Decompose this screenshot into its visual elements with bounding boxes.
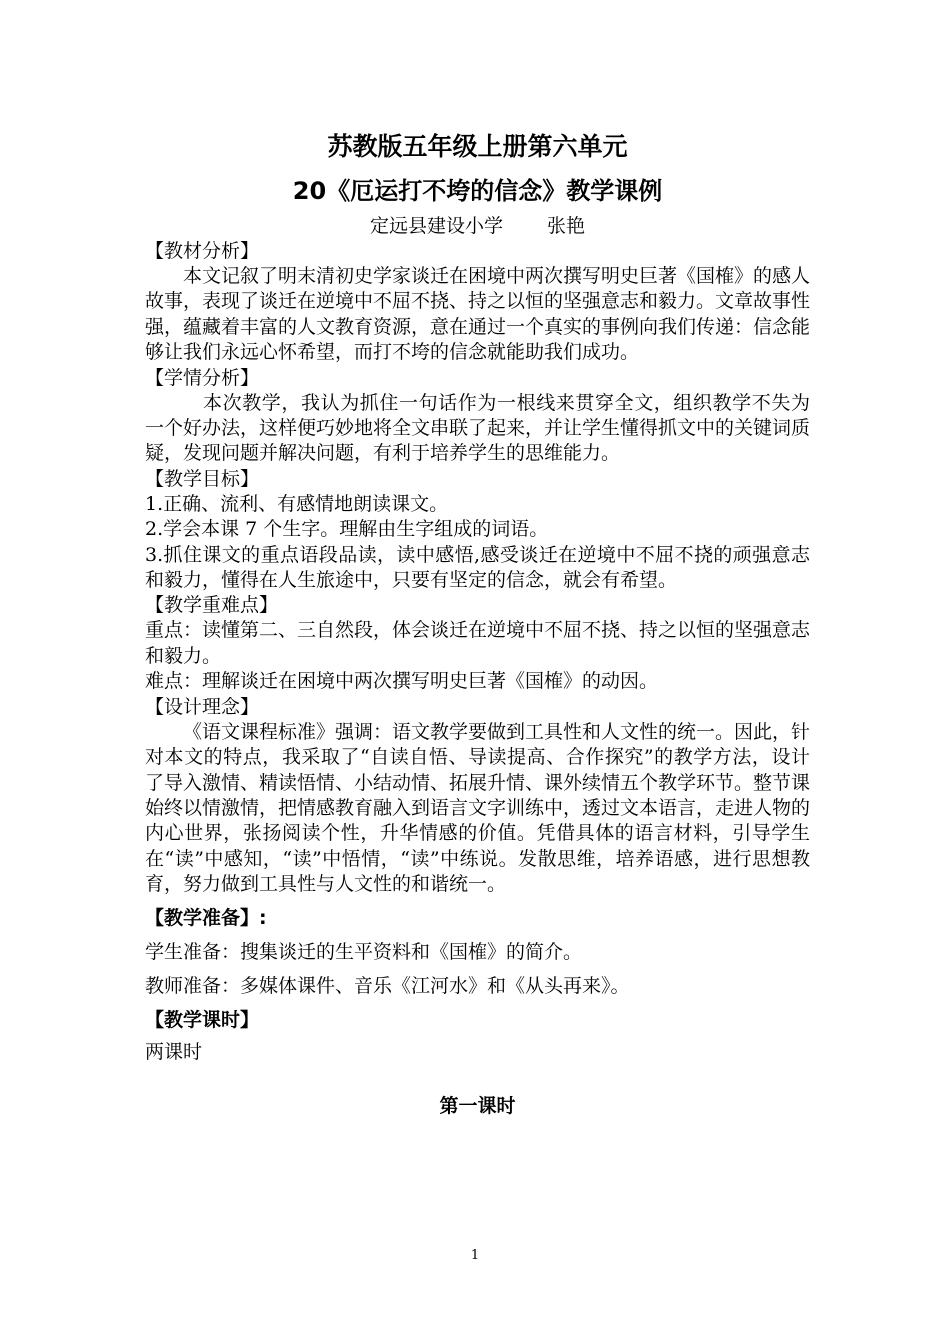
lesson-title: 第一课时: [439, 1094, 516, 1117]
prep-heading: 【教学准备】:: [145, 906, 267, 929]
document-body: [145, 130, 810, 1118]
author-line: [145, 213, 810, 239]
goal-item-1: 1.正确、流利、有感情地朗读课文。: [145, 492, 449, 515]
document-subtitle: 20《厄运打不垮的信念》教学课例: [292, 177, 663, 205]
key-points-heading: 【教学重难点】: [145, 594, 279, 617]
hours-text: 两课时: [145, 1040, 203, 1063]
goals-heading: 【教学目标】: [145, 467, 260, 490]
concept-paragraph: 《语文课程标准》强调：语文教学要做到工具性和人文性的统一。因此，针对本文的特点，我采取了“自读自悟、导读提高、合作探究”的教学方法，设计了导入激情、精读悟情、小结动情、拓展升情、课外续情五个教学环节。整节课始终以情激情，把情感教育融入到语言文字训练中，透过文本语言，走进人物的内心世界，张扬阅读个性，升华情感的价值。凭借具体的语言材料，引导学生在“读”中感知，“读”中悟情，“读”中练说。发散思维，培养语感，进行思想教育，努力做到工具性与人文性的和谐统一。: [145, 720, 811, 896]
school-name: 定远县建设小学: [369, 215, 503, 237]
student-heading: 【学情分析】: [145, 366, 260, 389]
student-paragraph: 本次教学，我认为抓住一句话作为一根线来贯穿全文，组织教学不失为一个好办法，这样便巧妙地将全文串联了起来，并让学生懂得抓文中的关键词质疑，发现问题并解决问题，有利于培养学生的思维能力。: [145, 391, 811, 465]
goal-item-2: 2.学会本课 7 个生字。理解由生字组成的词语。: [145, 518, 549, 541]
key-point: 重点：读懂第二、三自然段，体会谈迁在逆境中不屈不挠、持之以恒的坚强意志和毅力。: [145, 619, 811, 667]
material-paragraph: 本文记叙了明末清初史学家谈迁在困境中两次撰写明史巨著《国榷》的感人故事，表现了谈迁在逆境中不屈不挠、持之以恒的坚强意志和毅力。文章故事性强，蕴藏着丰富的人文教育资源，意在通过一个真实的事例向我们传递：信念能够让我们永远心怀希望，而打不垮的信念就能助我们成功。: [145, 265, 811, 364]
difficult-point: 难点：理解谈迁在困境中两次撰写明史巨著《国榷》的动因。: [145, 670, 659, 693]
document-title: 苏教版五年级上册第六单元: [327, 132, 628, 161]
goal-item-3: 3.抓住课文的重点语段品读，读中感悟,感受谈迁在逆境中不屈不挠的顽强意志和毅力，懂得在人生旅途中，只要有坚定的信念，就会有希望。: [145, 543, 810, 592]
author-name: 张艳: [547, 215, 586, 237]
hours-heading: 【教学课时】: [145, 1008, 260, 1031]
prep-teacher: 教师准备：多媒体课件、音乐《江河水》和《从头再来》。: [145, 974, 630, 997]
concept-heading: 【设计理念】: [145, 695, 260, 718]
page-number: 1: [470, 1248, 480, 1263]
material-heading: 【教材分析】: [145, 240, 260, 262]
prep-student: 学生准备：搜集谈迁的生平资料和《国榷》的简介。: [145, 940, 583, 963]
